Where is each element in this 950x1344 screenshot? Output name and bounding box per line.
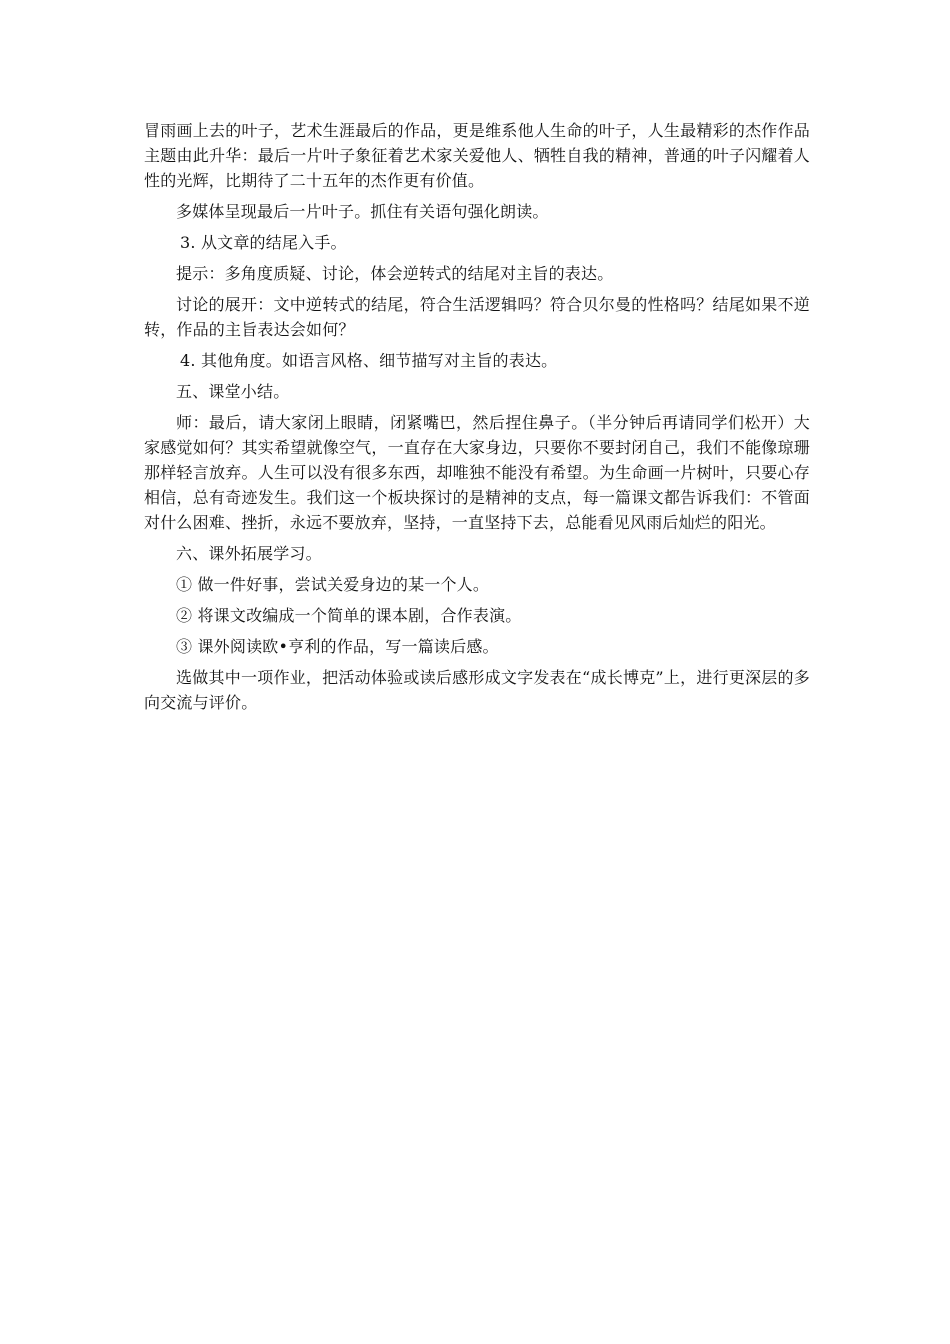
paragraph-multimedia: 多媒体呈现最后一片叶子。抓住有关语句强化朗读。 <box>176 202 549 221</box>
paragraph-point-4: 4. 其他角度。如语言风格、细节描写对主旨的表达。 <box>180 351 558 370</box>
list-item-good-deed: ① 做一件好事，尝试关爱身边的某一个人。 <box>176 575 490 594</box>
list-item-reading: ③ 课外阅读欧•亨利的作品，写一篇读后感。 <box>176 637 499 656</box>
paragraph-discussion: 讨论的展开：文中逆转式的结尾，符合生活逻辑吗？符合贝尔曼的性格吗？结尾如果不逆转，作品的主旨表达会如何？ <box>144 295 810 339</box>
paragraph-homework: 选做其中一项作业，把活动体验或读后感形成文字发表在“成长博克”上，进行更深层的多向交流与评价。 <box>144 668 810 712</box>
list-item-play: ② 将课文改编成一个简单的课本剧，合作表演。 <box>176 606 522 625</box>
section-heading-summary: 五、课堂小结。 <box>176 382 290 401</box>
paragraph-leaf-summary: 冒雨画上去的叶子，艺术生涯最后的作品，更是维系他人生命的叶子，人生最精彩的杰作作品主题由此升华：最后一片叶子象征着艺术家关爱他人、牺牲自我的精神，普通的叶子闪耀着人性的光辉，比期待了二十五年的杰作更有价值。 <box>144 121 810 190</box>
paragraph-hint: 提示：多角度质疑、讨论，体会逆转式的结尾对主旨的表达。 <box>176 264 614 283</box>
section-heading-extension: 六、课外拓展学习。 <box>176 544 322 563</box>
paragraph-point-3: 3. 从文章的结尾入手。 <box>180 233 347 252</box>
paragraph-teacher-summary: 师：最后，请大家闭上眼睛，闭紧嘴巴，然后捏住鼻子。（半分钟后再请同学们松开）大家感觉如何？其实希望就像空气，一直存在大家身边，只要你不要封闭自己，我们不能像琼珊那样轻言放弃。人生可以没有很多东西，却唯独不能没有希望。为生命画一片树叶，只要心存相信，总有奇迹发生。我们这一个板块探讨的是精神的支点，每一篇课文都告诉我们：不管面对什么困难、挫折，永远不要放弃，坚持，一直坚持下去，总能看见风雨后灿烂的阳光。 <box>144 413 810 532</box>
document-body <box>144 118 810 721</box>
